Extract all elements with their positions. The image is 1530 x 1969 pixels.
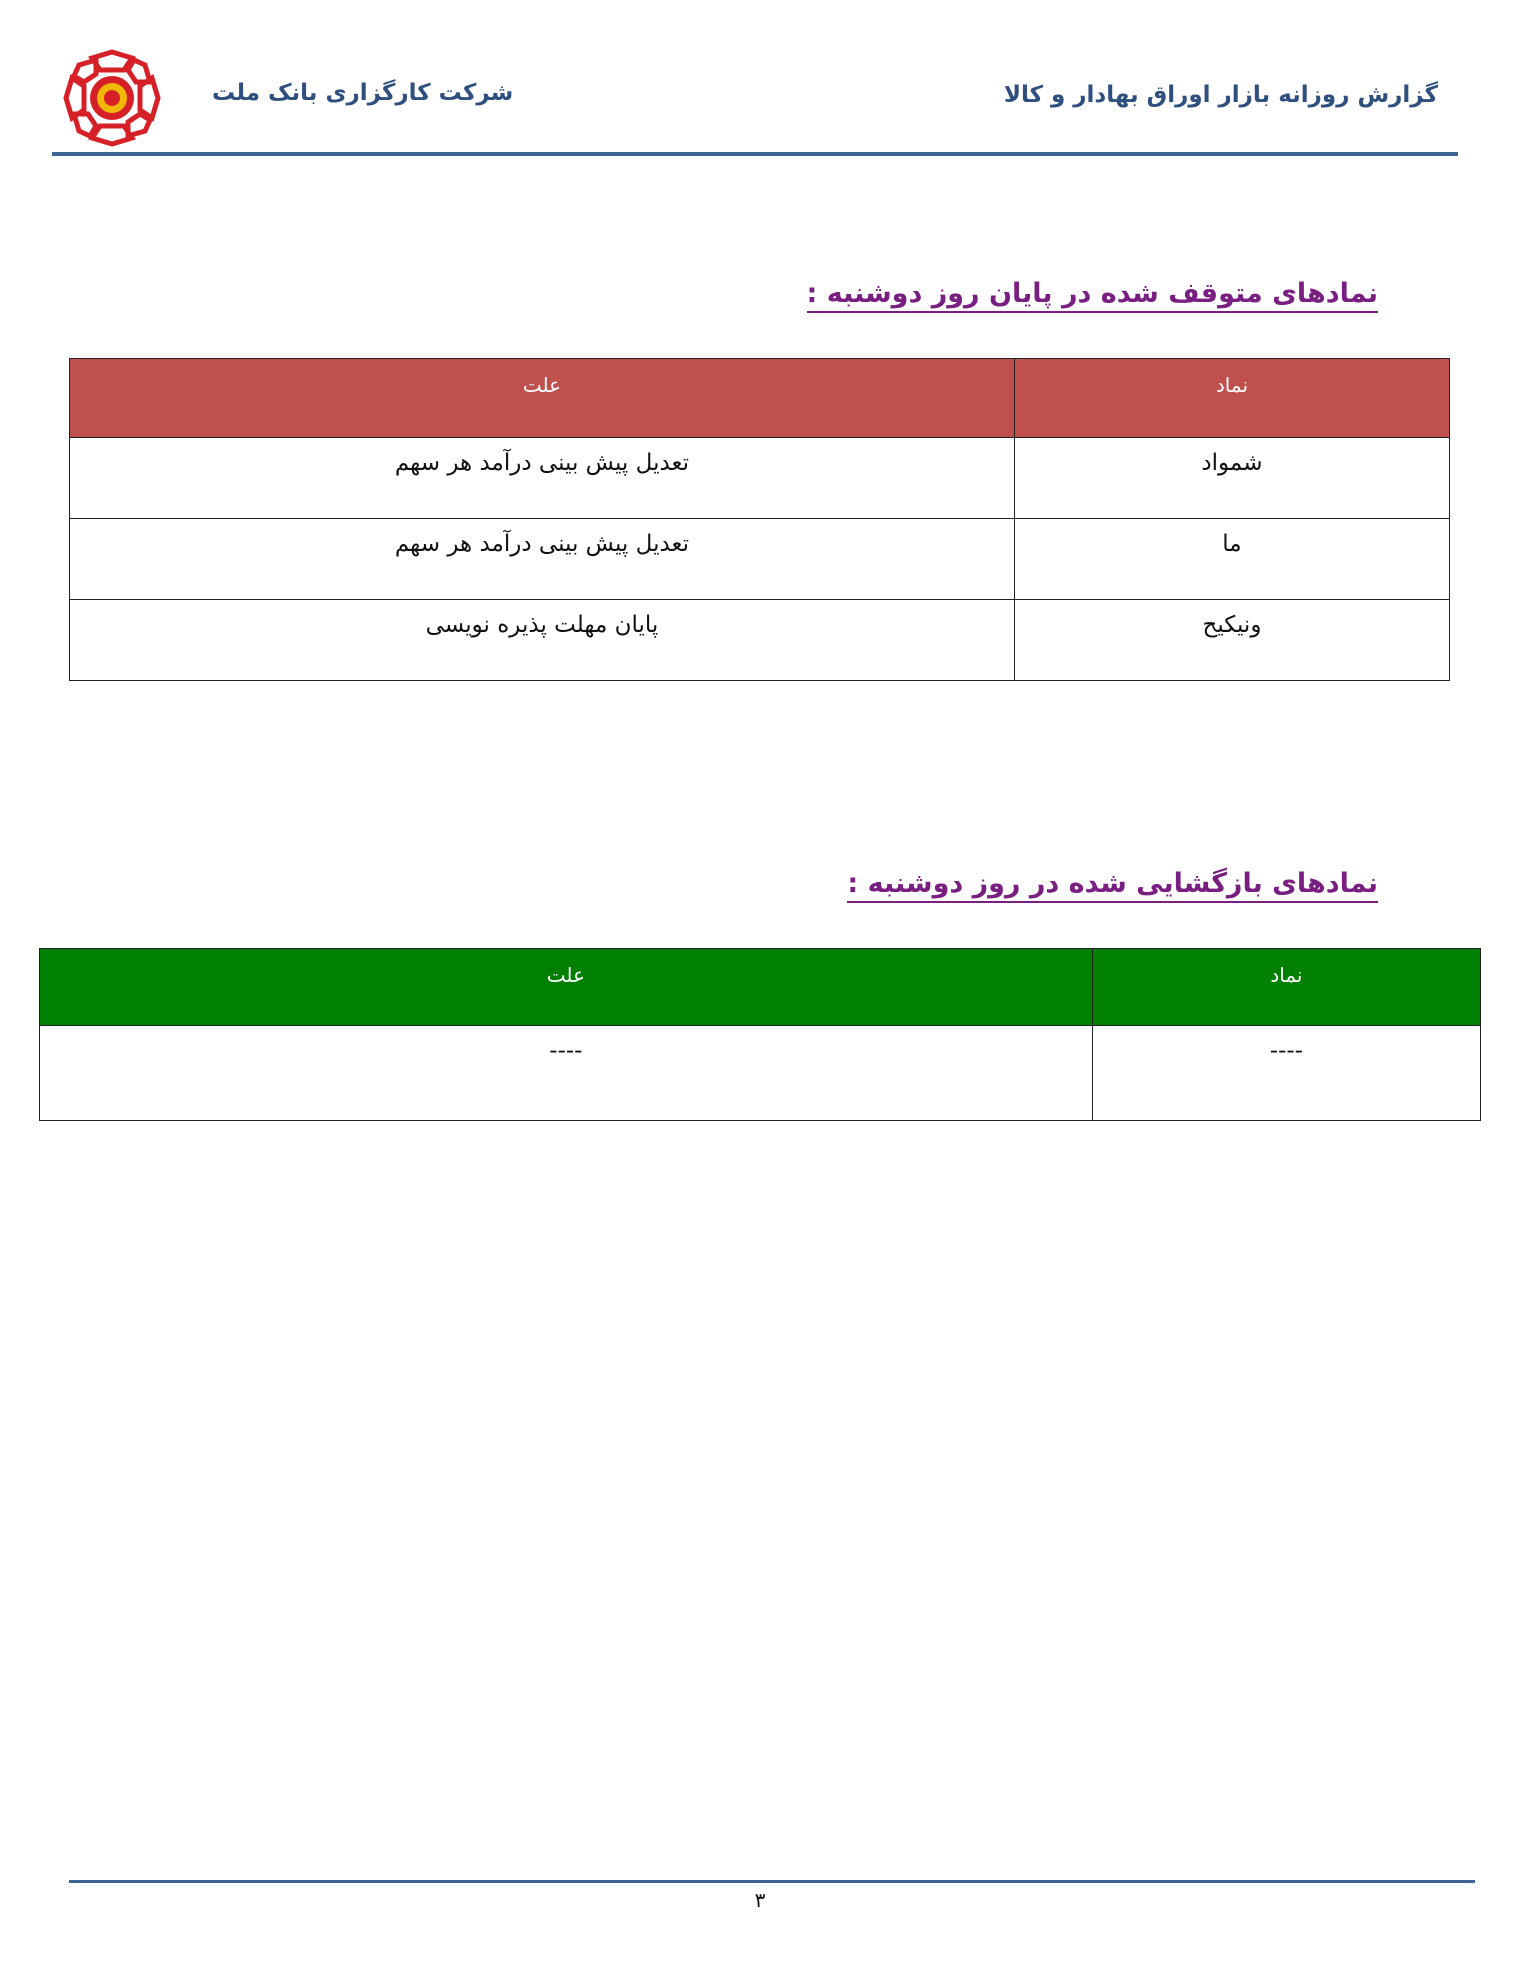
table-row	[70, 438, 1450, 519]
column-header-reason: علت	[40, 949, 1093, 1026]
reason-cell: تعدیل پیش بینی درآمد هر سهم	[70, 438, 1015, 519]
halted-symbols-table	[69, 358, 1450, 681]
reason-cell: تعدیل پیش بینی درآمد هر سهم	[70, 519, 1015, 600]
reason-cell: پایان مهلت پذیره نویسی	[70, 600, 1015, 681]
table-row	[40, 1026, 1481, 1121]
symbol-cell: شمواد	[1014, 438, 1449, 519]
reopened-symbols-table	[39, 948, 1481, 1121]
column-header-symbol: نماد	[1092, 949, 1480, 1026]
symbol-cell: ونیکیح	[1014, 600, 1449, 681]
footer-divider	[69, 1880, 1475, 1883]
table-header-row	[70, 359, 1450, 438]
report-title: گزارش روزانه بازار اوراق بهادار و کالا	[1003, 82, 1438, 108]
table-header-row	[40, 949, 1481, 1026]
column-header-reason: علت	[70, 359, 1015, 438]
reason-cell: ----	[40, 1026, 1093, 1121]
company-name: شرکت کارگزاری بانک ملت	[212, 80, 514, 106]
halted-symbols-heading: نمادهای متوقف شده در پایان روز دوشنبه :	[807, 278, 1379, 313]
bank-mellat-logo-icon	[62, 48, 162, 148]
page-number: ۳	[754, 1888, 766, 1912]
column-header-symbol: نماد	[1014, 359, 1449, 438]
header-divider	[52, 152, 1458, 156]
symbol-cell: ما	[1014, 519, 1449, 600]
table-row	[70, 519, 1450, 600]
symbol-cell: ----	[1092, 1026, 1480, 1121]
reopened-symbols-heading: نمادهای بازگشایی شده در روز دوشنبه :	[847, 868, 1378, 903]
table-row	[70, 600, 1450, 681]
